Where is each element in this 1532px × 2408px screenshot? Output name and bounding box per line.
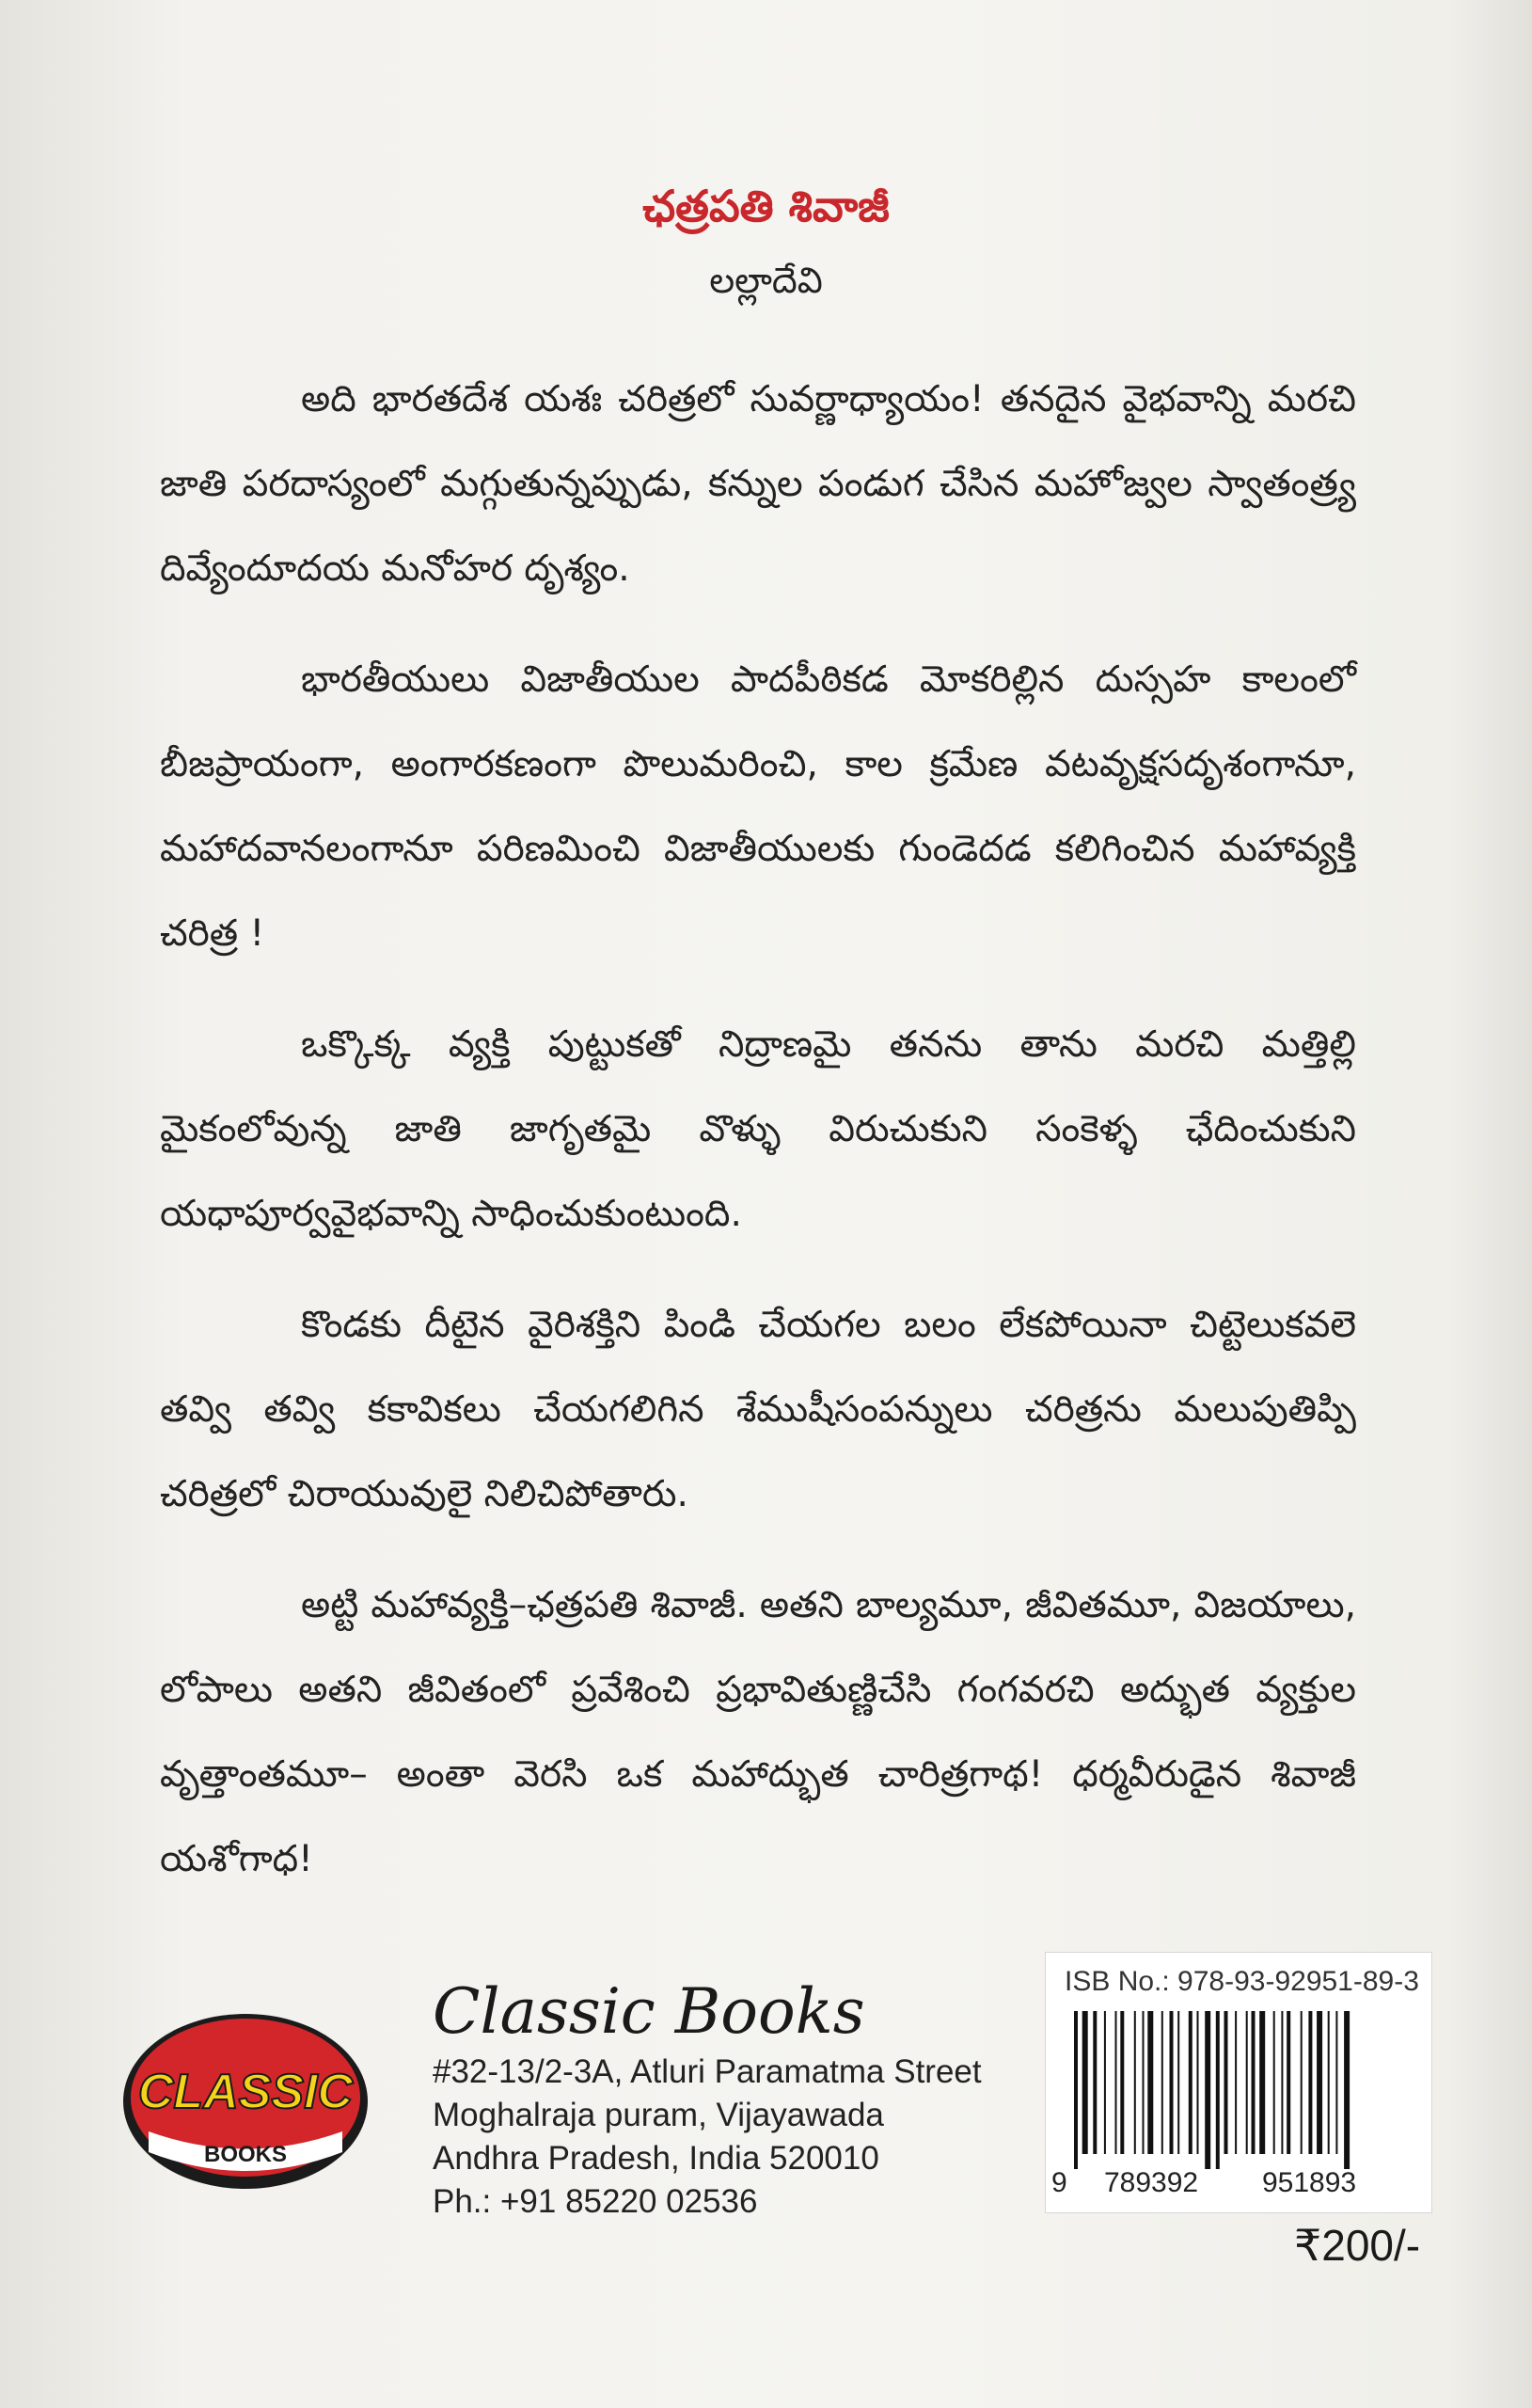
barcode-bar <box>1273 2011 1275 2154</box>
blurb-paragraph: ఒక్కొక్క వ్యక్తి పుట్టుకతో నిద్రాణమై తనను తాను మరచి మత్తిల్లి మైకంలోవున్న జాతి జాగృతమై వొళ్ళు విరుచుకుని సంకెళ్ళ ఛేదించుకుని యధాపూర్వవైభవాన్ని సాధించుకుంటుంది. <box>160 1023 1356 1235</box>
barcode-bar <box>1216 2011 1220 2169</box>
address-line: Ph.: +91 85220 02536 <box>433 2183 758 2220</box>
barcode-bar <box>1344 2011 1350 2169</box>
barcode-bar <box>1120 2011 1124 2154</box>
isbn-barcode-box <box>1046 1953 1431 2212</box>
publisher-name: Classic Books <box>433 1975 865 2048</box>
barcode-digit-first: 9 <box>1051 2167 1067 2198</box>
barcode-group-left: 789392 <box>1104 2167 1199 2198</box>
barcode-bar <box>1287 2011 1290 2154</box>
book-title: ఛత్రపతి శివాజీ <box>642 181 890 231</box>
blurb <box>160 357 1356 1928</box>
barcode-bar <box>1115 2011 1117 2154</box>
barcode-bar <box>1328 2011 1330 2154</box>
blurb-paragraph: అట్టి మహావ్యక్తి–ఛత్రపతి శివాజీ. అతని బాల్యమూ, జీవితమూ, విజయాలు, లోపాలు అతని జీవితంలో ప్రవేశించి ప్రభావితుణ్ణిచేసి గంగవరచి అద్భుత వ్యక్తుల వృత్తాంతమూ– అంతా వెరసి ఒక మహాద్భుత చారిత్రగాథ! ధర్మవీరుడైన శివాజీ యశోగాధ! <box>160 1584 1356 1880</box>
barcode-bar <box>1335 2011 1337 2154</box>
barcode <box>1068 2011 1409 2169</box>
barcode-bar <box>1301 2011 1303 2154</box>
publisher-logo <box>120 2011 371 2192</box>
isbn-label: ISB No.: 978-93-92951-89-3 <box>1065 1966 1419 1997</box>
barcode-bar <box>1259 2011 1265 2154</box>
logo-word-books: BOOKS <box>203 2142 288 2167</box>
barcode-bar <box>1143 2011 1145 2154</box>
barcode-bar <box>1147 2011 1153 2154</box>
barcode-bar <box>1161 2011 1163 2154</box>
barcode-bar <box>1082 2011 1088 2154</box>
barcode-bar <box>1246 2011 1248 2154</box>
barcode-bar <box>1281 2011 1283 2154</box>
barcode-bar <box>1093 2011 1097 2154</box>
blurb-paragraph: భారతీయులు విజాతీయుల పాదపీఠికడ మోకరిల్లిన దుస్సహ కాలంలో బీజప్రాయంగా, అంగారకణంగా పొలుమరించి, కాల క్రమేణ వటవృక్షసదృశంగానూ, మహాదవానలంగానూ పరిణమించి విజాతీయులకు గుండెదడ కలిగించిన మహావ్యక్తి చరిత్ర ! <box>160 658 1356 955</box>
barcode-bar <box>1224 2011 1228 2154</box>
publisher-address <box>433 2051 982 2224</box>
barcode-bar <box>1177 2011 1179 2154</box>
barcode-bar <box>1205 2011 1210 2169</box>
barcode-bar <box>1104 2011 1106 2154</box>
address-line: Moghalraja puram, Vijayawada <box>433 2097 884 2133</box>
barcode-bar <box>1189 2011 1192 2154</box>
barcode-bar <box>1197 2011 1199 2154</box>
barcode-bar <box>1170 2011 1174 2154</box>
address-line: Andhra Pradesh, India 520010 <box>433 2140 879 2177</box>
barcode-group-right: 951893 <box>1262 2167 1357 2198</box>
barcode-bar <box>1134 2011 1136 2154</box>
address-line: #32-13/2-3A, Atluri Paramatma Street <box>433 2053 982 2090</box>
page-edge-shadow <box>1447 0 1532 2408</box>
logo-word-classic: CLASSIC <box>137 2065 354 2119</box>
blurb-paragraph: అది భారతదేశ యశః చరిత్రలో సువర్ణాధ్యాయం! తనదైన వైభవాన్ని మరచి జాతి పరదాస్యంలో మగ్గుతున్నప్పుడు, కన్నుల పండుగ చేసిన మహోజ్వల స్వాతంత్ర్య దివ్యేందూదయ మనోహర దృశ్యం. <box>160 378 1356 590</box>
book-author: లల్లాదేవి <box>709 260 823 301</box>
barcode-bar <box>1308 2011 1312 2154</box>
price-label: ₹200/- <box>1294 2221 1421 2270</box>
barcode-bar <box>1074 2011 1078 2169</box>
barcode-bar <box>1235 2011 1237 2154</box>
blurb-paragraph: కొండకు దీటైన వైరిశక్తిని పిండి చేయగల బలం లేకపోయినా చిట్టెలుకవలె తవ్వి తవ్వి కకావికలు చేయగలిగిన శేముషీసంపన్నులు చరిత్రను మలుపుతిప్పి చరిత్రలో చిరాయువులై నిలిచిపోతారు. <box>160 1304 1356 1515</box>
barcode-bar <box>1317 2011 1322 2154</box>
barcode-bar <box>1252 2011 1256 2154</box>
